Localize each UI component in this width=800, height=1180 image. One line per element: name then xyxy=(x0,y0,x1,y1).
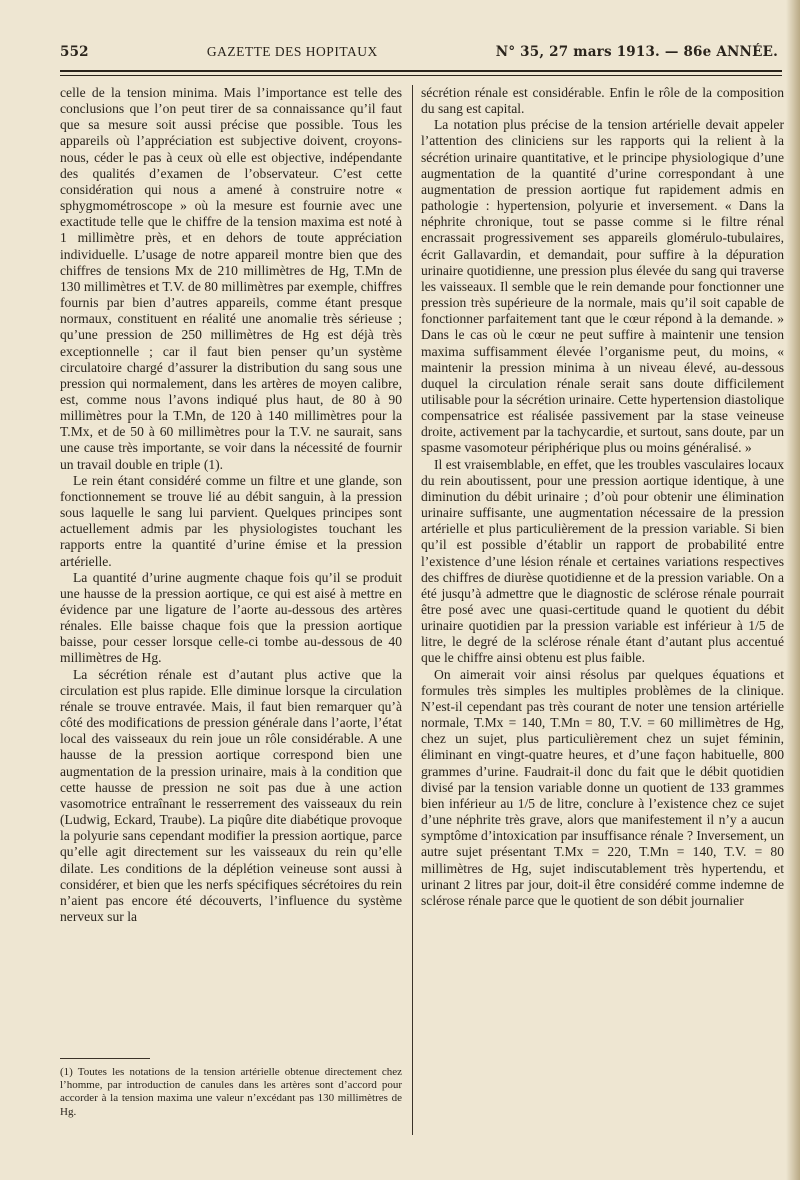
left-column xyxy=(60,85,402,925)
issue-info: N° 35, 27 mars 1913. — 86e ANNÉE. xyxy=(495,44,778,60)
page-number: 552 xyxy=(60,44,89,60)
page-header xyxy=(60,44,778,66)
header-rule xyxy=(60,70,782,76)
journal-title: GAZETTE DES HOPITAUX xyxy=(206,44,378,59)
left-paragraph: La sécrétion rénale est d’autant plus active que la circulation est plus rapide. Elle diminue lorsque la circulation rénale se trouve entravée. Mais, il faut bien remarquer qu’à côté des modifications de pression générale dans l’aorte, l’état local des vaisseaux du rein joue un rôle considérable. A une hausse de la pression aortique correspond bien une augmentation de la pression urinaire, mais à la condition que cette hausse de pression ne soit pas due à une action vasomotrice entraînant le resserrement des vaisseaux du rein (Ludwig, Eckard, Traube). La piqûre dite diabétique provoque la polyurie sans cependant modifier la pression aortique, parce qu’elle agit directement sur les vaisseaux du rein qu’elle dilate. Les conditions de la déplétion veineuse sont aussi à considérer, et bien que les nerfs spécifiques sécrétoires du rein n’aient pas encore été découverts, l’influence du système nerveux sur la xyxy=(60,666,402,924)
right-paragraph: sécrétion rénale est considérable. Enfin le rôle de la composition du sang est capital. xyxy=(421,85,784,117)
right-paragraph: Il est vraisemblable, en effet, que les troubles vasculaires locaux du rein aboutissent, pour une pression aortique identique, à une diminution du débit urinaire ; d’où pour obtenir une élimination urinaire suffisante, une augmentation nécessaire de la pression artérielle et plus particulièrement de la pression variable. Si bien qu’il est possible d’établir un rapport de probabilité entre l’existence d’une lésion rénale et certaines variations respectives des chiffres de diurèse quotidienne et de la pression variable. On a été jusqu’à admettre que le diagnostic de sclérose rénale pourrait être posé avec une quasi-certitude quand le quotient du débit urinaire quotidien par la pression variable est inférieur à 1/5 de litre, le degré de la sclérose rénale étant d’autant plus accentué que le chiffre ainsi obtenu est plus faible. xyxy=(421,456,784,666)
right-paragraph: On aimerait voir ainsi résolus par quelques équations et formules très simples les multiples problèmes de la clinique. N’est-il cependant pas très courant de noter une tension artérielle normale, T.Mx = 140, T.Mn = 80, T.V. = 60 millimètres de Hg, chez un sujet, plus particulièrement chez un sujet féminin, éliminant en vingt-quatre heures, et d’une façon habituelle, 800 grammes d’urine. Faudrait-il donc du fait que le débit quotidien divisé par la tension variable donne un quotient de 133 grammes bien inférieur au 1/5 de litre, conclure à l’existence chez ce sujet d’une néphrite très grave, alors que manifestement il n’y a aucun symptôme d’intoxication par insuffisance rénale ? Inversement, un autre sujet présentant T.Mx = 220, T.Mn = 140, T.V. = 80 millimètres de Hg, sujet indiscutablement très hypertendu, et urinant 2 litres par jour, doit-il être considéré comme indemne de sclérose rénale parce que le quotient de son débit journalier xyxy=(421,666,784,908)
left-paragraph: La quantité d’urine augmente chaque fois qu’il se produit une hausse de la pression aortique, ce qui est aisé à mettre en évidence par une ligature de l’aorte au-dessous des artères rénales. Elle baisse chaque fois que la pression aortique baisse, pour cesser lorsque celle-ci tombe au-dessous de 40 millimètres de Hg. xyxy=(60,569,402,666)
right-column xyxy=(421,85,784,909)
footnote: (1) Toutes les notations de la tension artérielle obtenue directement chez l’homme, par introduction de canules dans les artères sont d’accord pour accorder à la tension maxima une valeur n’excédant pas 130 millimètres de Hg. xyxy=(60,1066,402,1118)
left-paragraph: Le rein étant considéré comme un filtre et une glande, son fonctionnement se trouve lié au débit sanguin, à la pression sous laquelle le sang lui parvient. Quelques principes sont actuellement admis par les physiologistes touchant les rapports entre la quantité d’urine émise et la pression artérielle. xyxy=(60,472,402,569)
left-paragraph: celle de la tension minima. Mais l’importance est telle des conclusions que l’on peut tirer de sa connaissance qu’il faut que sa mesure soit aussi précise que possible. Tous les appareils où l’appréciation est subjective doivent, croyons-nous, céder le pas à ceux où elle est objective, indépendante des qualités d’examen de l’observateur. C’est cette considération qui nous a amené à construire notre « sphygmométroscope » où la mesure est fournie avec une exactitude telle que le chiffre de la tension maxima est noté à 1 millimètre près, et en dehors de toute appréciation individuelle. L’usage de notre appareil montre bien que des chiffres de tensions Mx de 210 millimètres de Hg, T.Mn de 130 millimètres et T.V. de 80 millimètres par exemple, chiffres fournis par bien d’autres appareils, comme étant presque normaux, constituent en réalité une anomalie très sérieuse ; qu’une pression de 250 millimètres de Hg est déjà très exceptionnelle ; car il faut bien penser qu’un système circulatoire chargé d’assurer la distribution du sang sous une pression qui normalement, dans les artères de moyen calibre, est, comme nous l’avons indiqué plus haut, de 80 à 90 millimètres pour la T.Mn, de 120 à 140 millimètres pour la T.Mx, et de 50 à 60 millimètres pour la T.V. ne saurait, sans une cause très importante, se voir dans la nécessité de fournir un travail double en triple (1). xyxy=(60,85,402,472)
right-paragraph: La notation plus précise de la tension artérielle devait appeler l’attention des cliniciens sur les rapports qui la relient à la sécrétion urinaire quantitative, et le principe physiologique d’une augmentation de la quantité d’urine correspondant à une augmentation de pression aortique fut rapidement admis en pathologie : hypertension, polyurie et inversement. « Dans la néphrite chronique, tout se passe comme si le filtre rénal encrassait progressivement ses appareils glomérulo-tubulaires, écrit Gallavardin, et demandait, pour suffire à la dépuration urinaire quotidienne, une pression plus élevée du sang qui traverse les vaisseaux. Il semble que le rein demande pour fonctionner une pression très supérieure de la normale, mais qu’il soit capable de fonctionner parfaitement tant que le cœur répond à la demande. » Dans le cas où le cœur ne peut suffire à maintenir une tension maxima suffisamment élevée l’organisme peut, du moins, « maintenir la pression minima à un niveau élevé, au-dessous duquel la circulation rénale serait sans doute difficilement utilisable pour la sécrétion urinaire. Cette hypertension diastolique compensatrice est réalisée passivement par la stase veineuse droite, activement par la tachycardie, et surtout, sans doute, par un spasme vasomoteur périphérique plus ou moins généralisé. » xyxy=(421,117,784,456)
footnote-rule xyxy=(60,1058,150,1059)
page-edge-shadow xyxy=(786,0,800,1180)
column-divider xyxy=(412,85,413,1135)
